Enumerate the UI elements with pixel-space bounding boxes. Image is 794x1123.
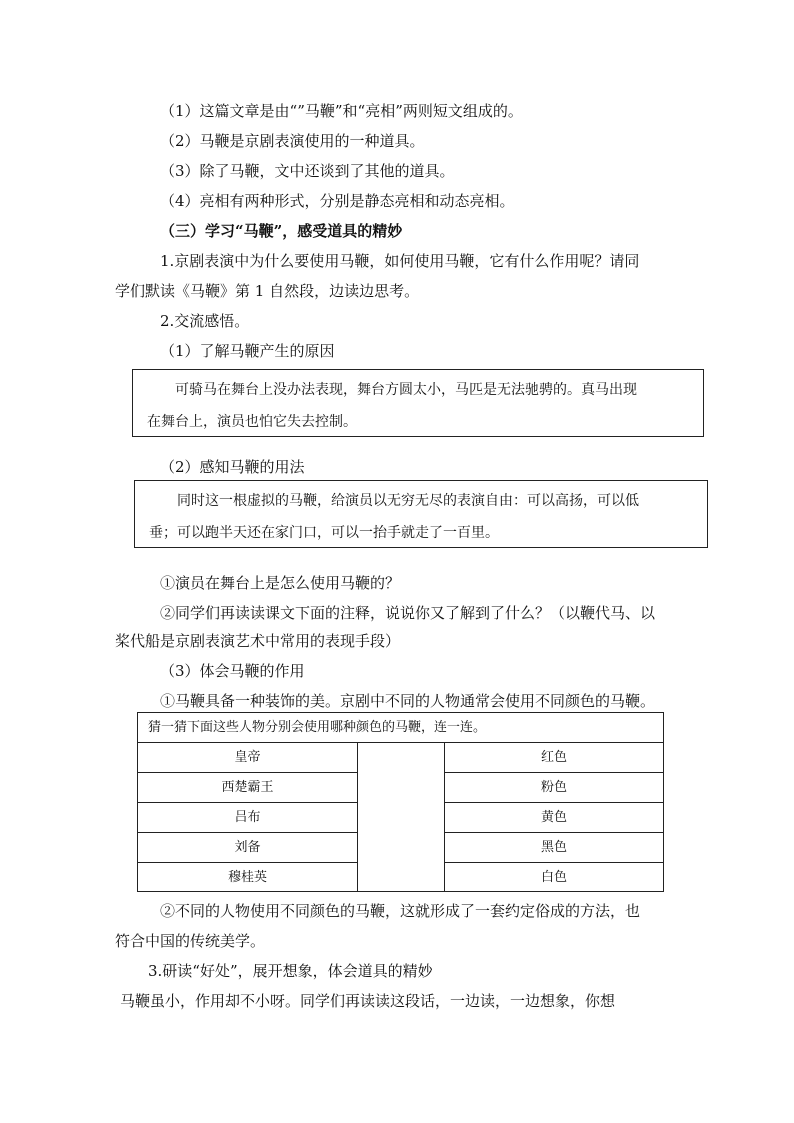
closing-line: 马鞭虽小，作用却不小呀。同学们再读读这段话，一边读，一边想象，你想 — [120, 992, 616, 1010]
section-heading-3: （三）学习“马鞭”，感受道具的精妙 — [160, 222, 403, 240]
matching-table — [137, 712, 664, 892]
item-4: （4）亮相有两种形式，分别是静态亮相和动态亮相。 — [160, 192, 515, 210]
item-1: （1）这篇文章是由“”马鞭”和“亮相”两则短文组成的。 — [160, 102, 523, 120]
subsection-1: （1）了解马鞭产生的原因 — [160, 342, 335, 360]
color-cell: 黄色 — [445, 803, 663, 833]
question-1-line-2: 学们默读《马鞭》第 1 自然段，边读边思考。 — [115, 282, 420, 300]
question-2: 2.交流感悟。 — [160, 312, 250, 330]
character-cell: 西楚霸王 — [138, 773, 357, 803]
discussion-2-line-2: 桨代船是京剧表演艺术中常用的表现手段） — [115, 632, 401, 650]
character-cell: 吕布 — [138, 803, 357, 833]
colors-column — [444, 742, 664, 892]
aesthetic-point-line-2: 符合中国的传统美学。 — [115, 932, 266, 950]
decoration-point: ①马鞭具备一种装饰的美。京剧中不同的人物通常会使用不同颜色的马鞭。 — [160, 692, 656, 710]
quote-box-2 — [134, 480, 708, 548]
item-3: （3）除了马鞭，文中还谈到了其他的道具。 — [160, 162, 455, 180]
quote-box-1 — [132, 369, 704, 437]
color-cell: 粉色 — [445, 773, 663, 803]
character-cell: 皇帝 — [138, 743, 357, 773]
quote-box-1-line-1: 可骑马在舞台上没办法表现，舞台方圆太小，马匹是无法驰骋的。真马出现 — [175, 382, 637, 398]
color-cell: 白色 — [540, 870, 567, 885]
subsection-2: （2）感知马鞭的用法 — [160, 458, 305, 476]
matching-instruction: 猜一猜下面这些人物分别会使用哪种颜色的马鞭，连一连。 — [137, 712, 664, 743]
quote-box-2-line-1: 同时这一根虚拟的马鞭，给演员以无穷无尽的表演自由：可以高扬，可以低 — [177, 493, 639, 509]
subsection-3: （3）体会马鞭的作用 — [160, 662, 305, 680]
quote-box-2-line-2: 垂；可以跑半天还在家门口，可以一抬手就走了一百里。 — [149, 525, 499, 541]
character-cell: 穆桂英 — [227, 870, 267, 885]
characters-column — [137, 742, 358, 892]
question-3: 3.研读“好处”，展开想象，体会道具的精妙 — [148, 962, 433, 980]
matching-blank-area — [357, 742, 445, 892]
discussion-2-line-1: ②同学们再读读课文下面的注释，说说你又了解到了什么？（以鞭代马、以 — [160, 604, 656, 622]
quote-box-1-line-2: 在舞台上，演员也怕它失去控制。 — [147, 414, 357, 430]
aesthetic-point-line-1: ②不同的人物使用不同颜色的马鞭，这就形成了一套约定俗成的方法，也 — [160, 902, 641, 920]
item-2: （2）马鞭是京剧表演使用的一种道具。 — [160, 132, 425, 150]
color-cell: 红色 — [445, 743, 663, 773]
question-1-line-1: 1.京剧表演中为什么要使用马鞭，如何使用马鞭，它有什么作用呢？请同 — [160, 252, 640, 270]
color-cell: 黑色 — [445, 833, 663, 863]
discussion-1: ①演员在舞台上是怎么使用马鞭的？ — [160, 574, 401, 592]
character-cell: 刘备 — [138, 833, 357, 863]
